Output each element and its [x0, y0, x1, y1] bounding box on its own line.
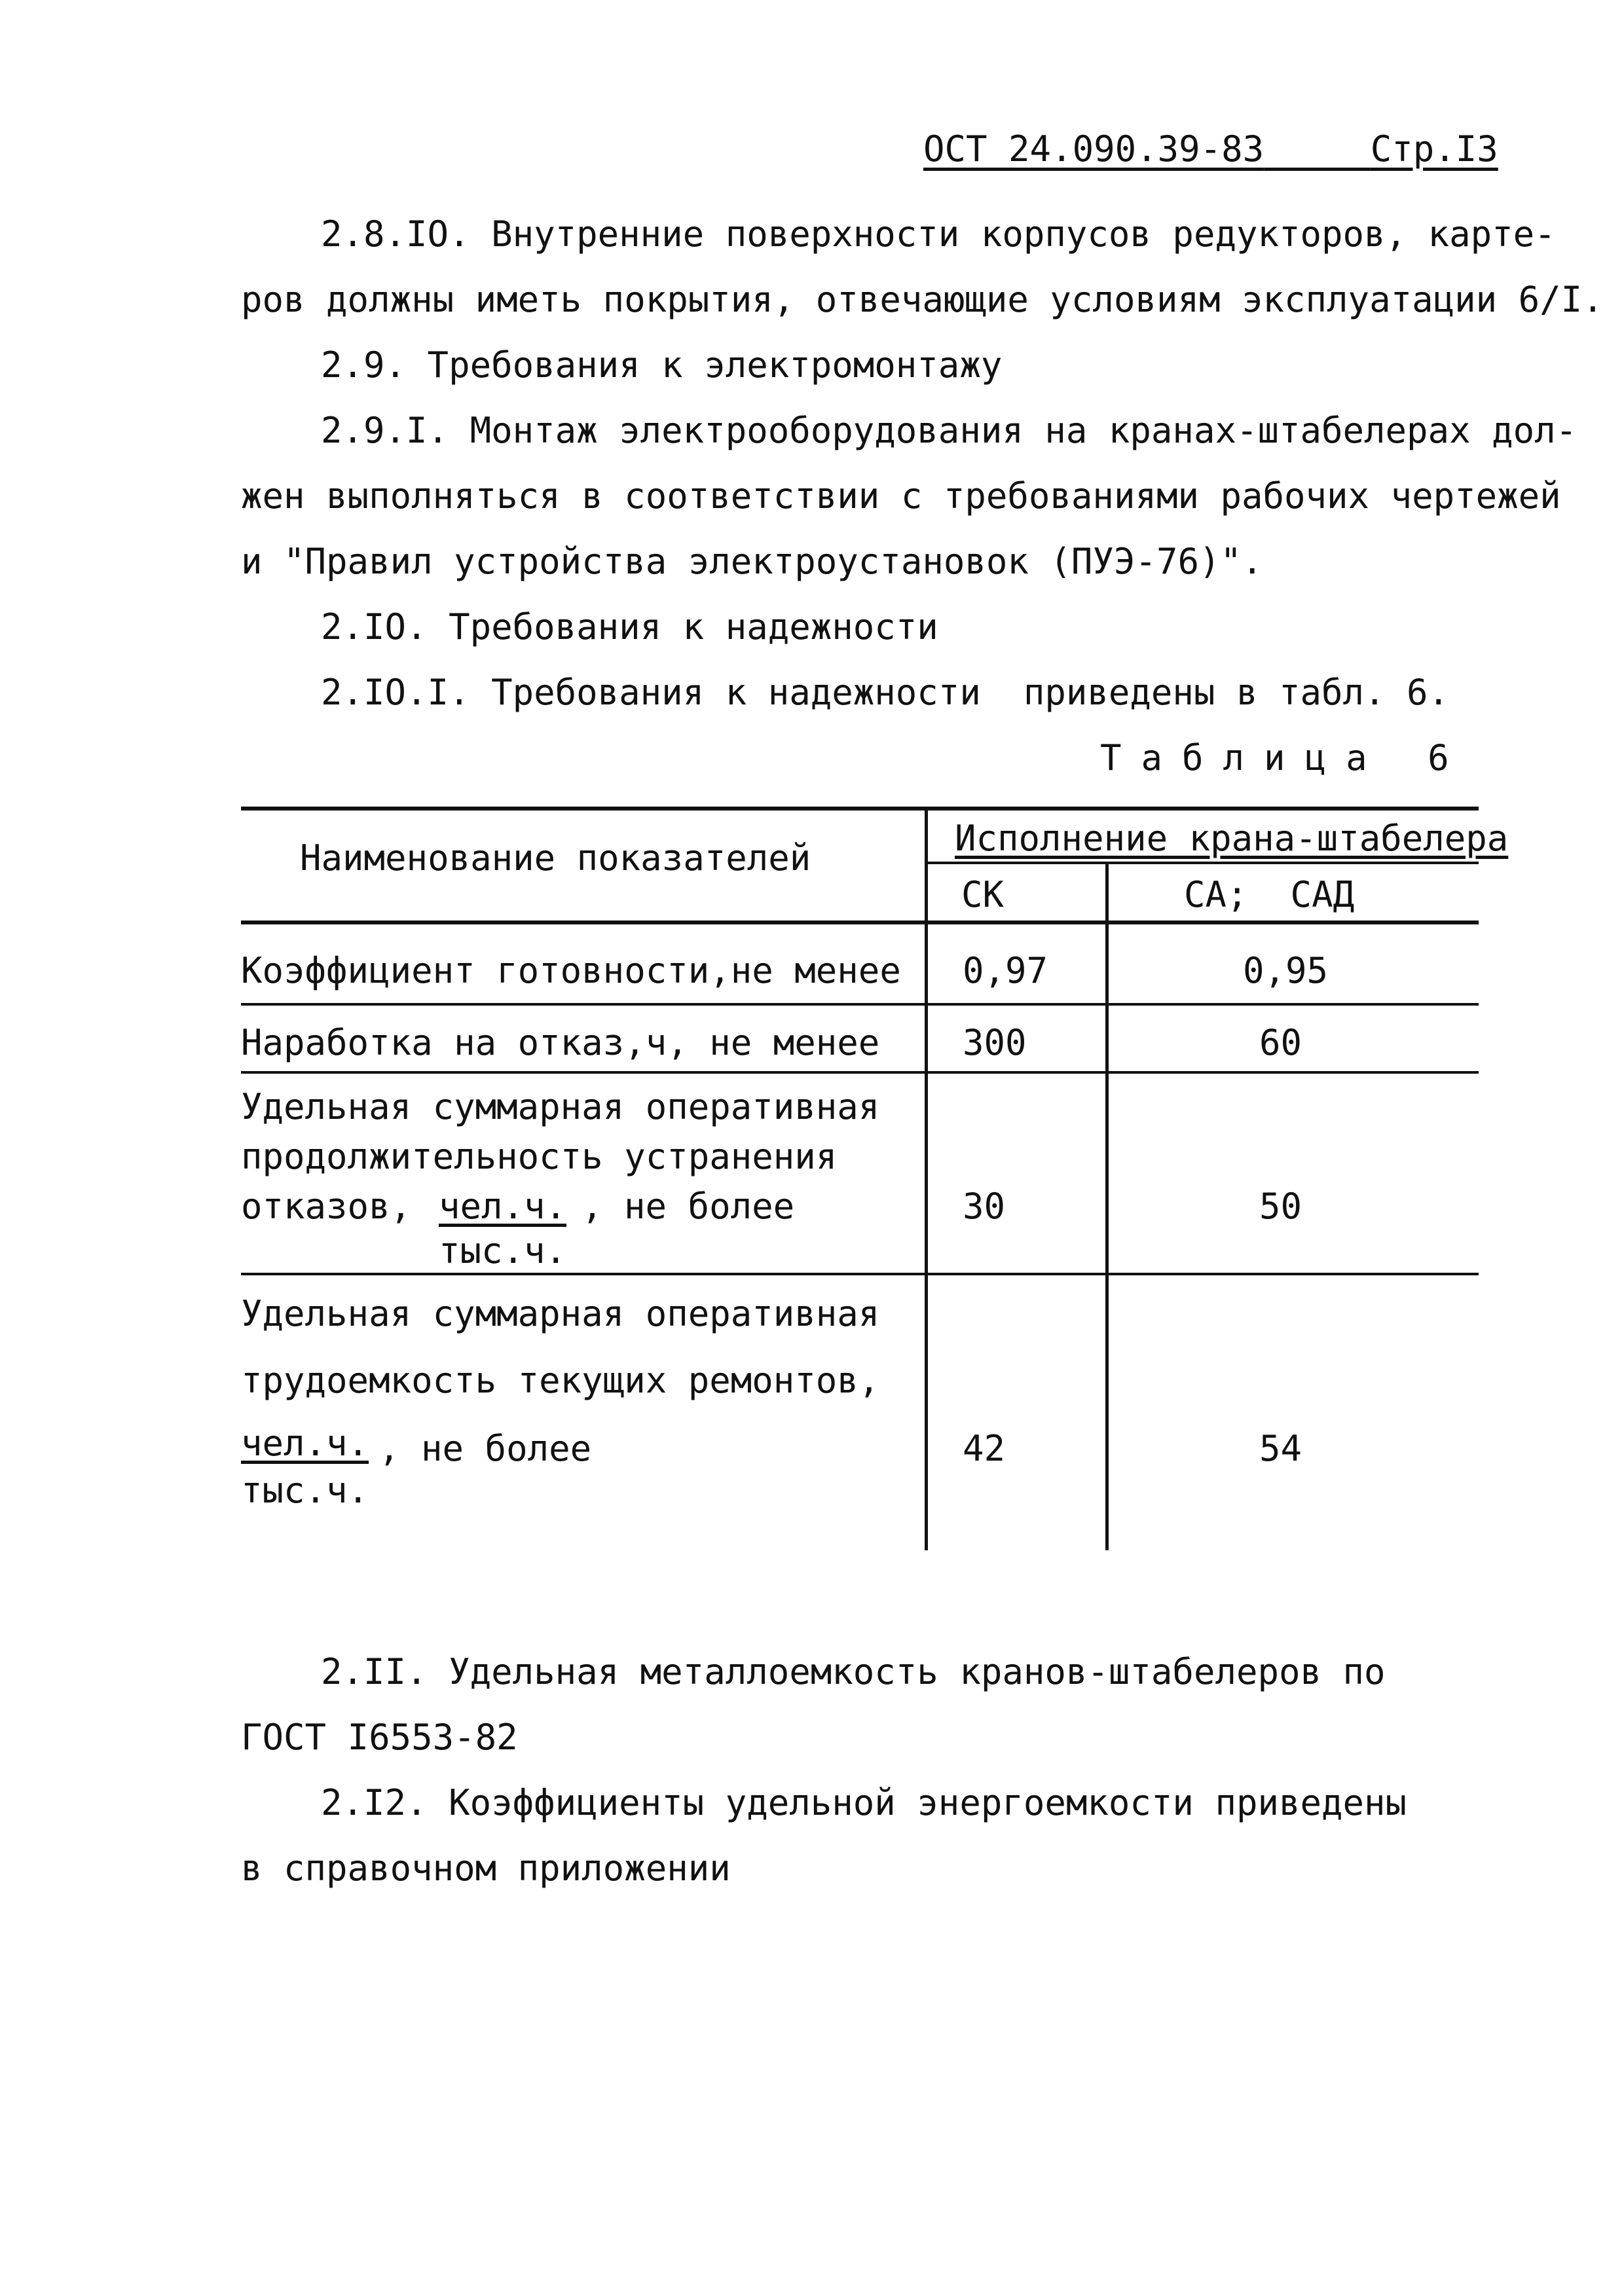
row-value-sk: 42	[963, 1428, 1006, 1469]
paragraph-2-12-line2: в справочном приложении	[241, 1848, 731, 1889]
reliability-table	[241, 807, 1509, 1553]
row-value-sk: 300	[963, 1022, 1027, 1063]
row-divider	[241, 1003, 1479, 1006]
paragraph-2-11-line1: 2.II. Удельная металлоемкость кранов-штабелеров по	[321, 1651, 1386, 1692]
paragraph-2-9-1-line1: 2.9.I. Монтаж электрооборудования на кранах-штабелерах дол-	[321, 410, 1578, 451]
row-name-line: трудоемкость текущих ремонтов,	[241, 1360, 880, 1401]
header-group: Исполнение крана-штабелера	[955, 818, 1509, 859]
row-name: Наработка на отказ,ч, не менее	[241, 1022, 880, 1063]
row-value-sk: 30	[963, 1186, 1006, 1227]
page-number: Стр.I3	[1370, 128, 1498, 170]
paragraph-2-12-line1: 2.I2. Коэффициенты удельной энергоемкости приведены	[321, 1782, 1407, 1823]
row-name-line: , не более	[581, 1186, 795, 1227]
paragraph-2-10-1: 2.IO.I. Требования к надежности приведены в табл. 6.	[321, 672, 1450, 713]
table-header-rule	[241, 920, 1479, 924]
paragraph-2-9-1-line2: жен выполняться в соответствии с требованиями рабочих чертежей	[241, 475, 1561, 517]
column-divider	[1105, 864, 1109, 1550]
header-sk: СК	[961, 874, 1005, 915]
paragraph-2-9: 2.9. Требования к электромонтажу	[321, 344, 1003, 386]
row-value-sa: 0,95	[1243, 950, 1329, 991]
table-caption: Таблица 6	[1100, 737, 1469, 778]
paragraph-2-9-1-line3: и "Правил устройства электроустановок (ПУЭ-76)".	[241, 541, 1263, 582]
page-header	[923, 128, 1498, 170]
paragraph-2-10: 2.IO. Требования к надежности	[321, 606, 938, 647]
table-top-rule	[241, 807, 1479, 811]
header-sa: СА; САД	[1184, 874, 1355, 915]
doc-id: ОСТ 24.090.39-83	[923, 128, 1264, 170]
paragraph-2-8-10-line1: 2.8.IO. Внутренние поверхности корпусов редукторов, карте-	[321, 213, 1556, 255]
row-name-line: Удельная суммарная оперативная	[241, 1086, 880, 1127]
column-divider	[925, 811, 928, 1550]
row-name-line: , не более	[378, 1428, 592, 1469]
row-name: Коэффициент готовности,не менее	[241, 950, 901, 991]
row-name-line: отказов,	[241, 1186, 412, 1227]
unit-numerator: чел.ч.	[241, 1423, 369, 1464]
paragraph-2-11-line2: ГОСТ I6553-82	[241, 1717, 518, 1758]
paragraph-2-8-10-line2: ров должны иметь покрытия, отвечающие условиям эксплуатации 6/I.	[241, 279, 1604, 320]
unit-denominator: тыс.ч.	[439, 1230, 567, 1271]
row-name-line: продолжительность устранения	[241, 1136, 838, 1177]
row-value-sk: 0,97	[963, 950, 1048, 991]
row-divider	[241, 1071, 1479, 1074]
unit-numerator: чел.ч.	[439, 1186, 567, 1227]
row-value-sa: 60	[1259, 1022, 1302, 1063]
row-value-sa: 54	[1259, 1428, 1302, 1469]
unit-denominator: тыс.ч.	[241, 1470, 369, 1511]
row-value-sa: 50	[1259, 1186, 1302, 1227]
header-name: Наименование показателей	[300, 837, 811, 879]
row-name-line: Удельная суммарная оперативная	[241, 1293, 880, 1334]
row-divider	[241, 1273, 1479, 1275]
